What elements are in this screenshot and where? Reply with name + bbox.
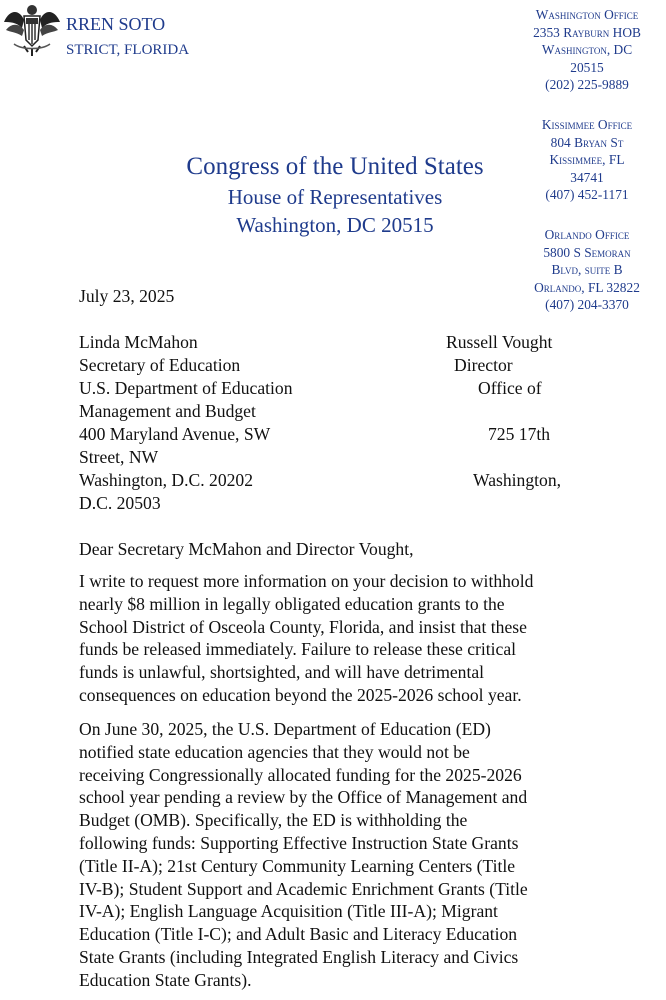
title-house: House of Representatives <box>227 185 443 209</box>
title-city: Washington, DC 20515 <box>236 213 434 237</box>
office-name: Kissimmee Office <box>541 117 633 132</box>
office-line: 34741 <box>570 169 604 185</box>
office-phone: (202) 225-9889 <box>545 77 629 92</box>
office-orlando <box>510 226 664 314</box>
body-paragraph-2 <box>79 718 619 992</box>
recipient-right-line: 725 17th <box>488 424 551 444</box>
recipient-left-line: D.C. 20503 <box>79 493 161 513</box>
office-line: Blvd, suite B <box>551 262 623 277</box>
office-name: Orlando Office <box>544 227 630 242</box>
paragraph-line: Budget (OMB). Specifically, the ED is withholding the <box>79 810 468 831</box>
office-line: Kissimmee, FL <box>549 152 625 167</box>
paragraph-line: school year pending a review by the Office of Management and <box>79 787 528 808</box>
office-line: 2353 Rayburn HOB <box>533 24 641 40</box>
paragraph-line: I write to request more information on your decision to withhold <box>79 571 534 591</box>
recipient-left-line: 400 Maryland Avenue, SW <box>79 424 271 444</box>
office-phone: (407) 452-1171 <box>545 187 629 202</box>
paragraph-line: funds is unlawful, shortsighted, and will have detrimental <box>79 662 485 683</box>
paragraph-line: consequences on education beyond the 2025-2026 school year. <box>79 684 522 705</box>
office-line: Orlando, FL 32822 <box>534 279 640 295</box>
paragraph-line: nearly $8 million in legally obligated education grants to the <box>79 593 505 614</box>
recipient-left-line: Street, NW <box>79 447 159 467</box>
body-paragraph-1 <box>79 570 619 707</box>
recipient-left-line: Secretary of Education <box>79 355 241 375</box>
office-line: 20515 <box>570 59 604 75</box>
paragraph-line: Education (Title I-C); and Adult Basic and Literacy Education <box>79 924 518 945</box>
title-congress: Congress of the United States <box>186 153 484 180</box>
paragraph-line: IV-B); Student Support and Academic Enrichment Grants (Title <box>79 878 528 899</box>
office-line: 804 Bryan St <box>550 134 624 150</box>
recipient-right-line: Washington, <box>473 470 562 490</box>
office-line: Washington, DC <box>541 42 633 57</box>
paragraph-line: (Title II-A); 21st Century Community Learning Centers (Title <box>79 855 516 876</box>
recipient-right-line: Russell Vought <box>446 332 553 352</box>
member-name: RREN SOTO <box>66 14 166 34</box>
paragraph-line: IV-A); English Language Acquisition (Title III-A); Migrant <box>79 901 498 922</box>
recipient-left-line: U.S. Department of Education <box>79 378 293 398</box>
paragraph-line: State Grants (including Integrated English Literacy and Civics <box>79 946 519 967</box>
recipient-right-line: Director <box>454 355 513 375</box>
letter-date: July 23, 2025 <box>79 286 175 306</box>
office-washington <box>510 6 664 94</box>
paragraph-line: receiving Congressionally allocated funding for the 2025-2026 <box>79 764 522 785</box>
recipient-left-line: Washington, D.C. 20202 <box>79 470 254 490</box>
office-phone: (407) 204-3370 <box>545 297 629 312</box>
paragraph-line: School District of Osceola County, Florida, and insist that these <box>79 616 527 637</box>
paragraph-line: On June 30, 2025, the U.S. Department of Education (ED) <box>79 719 491 739</box>
recipient-left-line: Linda McMahon <box>79 332 198 352</box>
congressional-seal-icon <box>0 0 64 58</box>
recipient-left-line: Management and Budget <box>79 401 256 421</box>
office-line: 5800 S Semoran <box>543 244 631 260</box>
office-name: Washington Office <box>535 7 639 22</box>
paragraph-line: Education State Grants). <box>79 969 252 990</box>
salutation: Dear Secretary McMahon and Director Vought, <box>79 539 414 559</box>
paragraph-line: funds be released immediately. Failure to release these critical <box>79 639 517 660</box>
paragraph-line: following funds: Supporting Effective Instruction State Grants <box>79 832 519 853</box>
office-kissimmee <box>510 116 664 204</box>
recipient-right-line: Office of <box>478 378 542 398</box>
member-district: STRICT, FLORIDA <box>66 42 190 58</box>
paragraph-line: notified state education agencies that they would not be <box>79 741 470 762</box>
